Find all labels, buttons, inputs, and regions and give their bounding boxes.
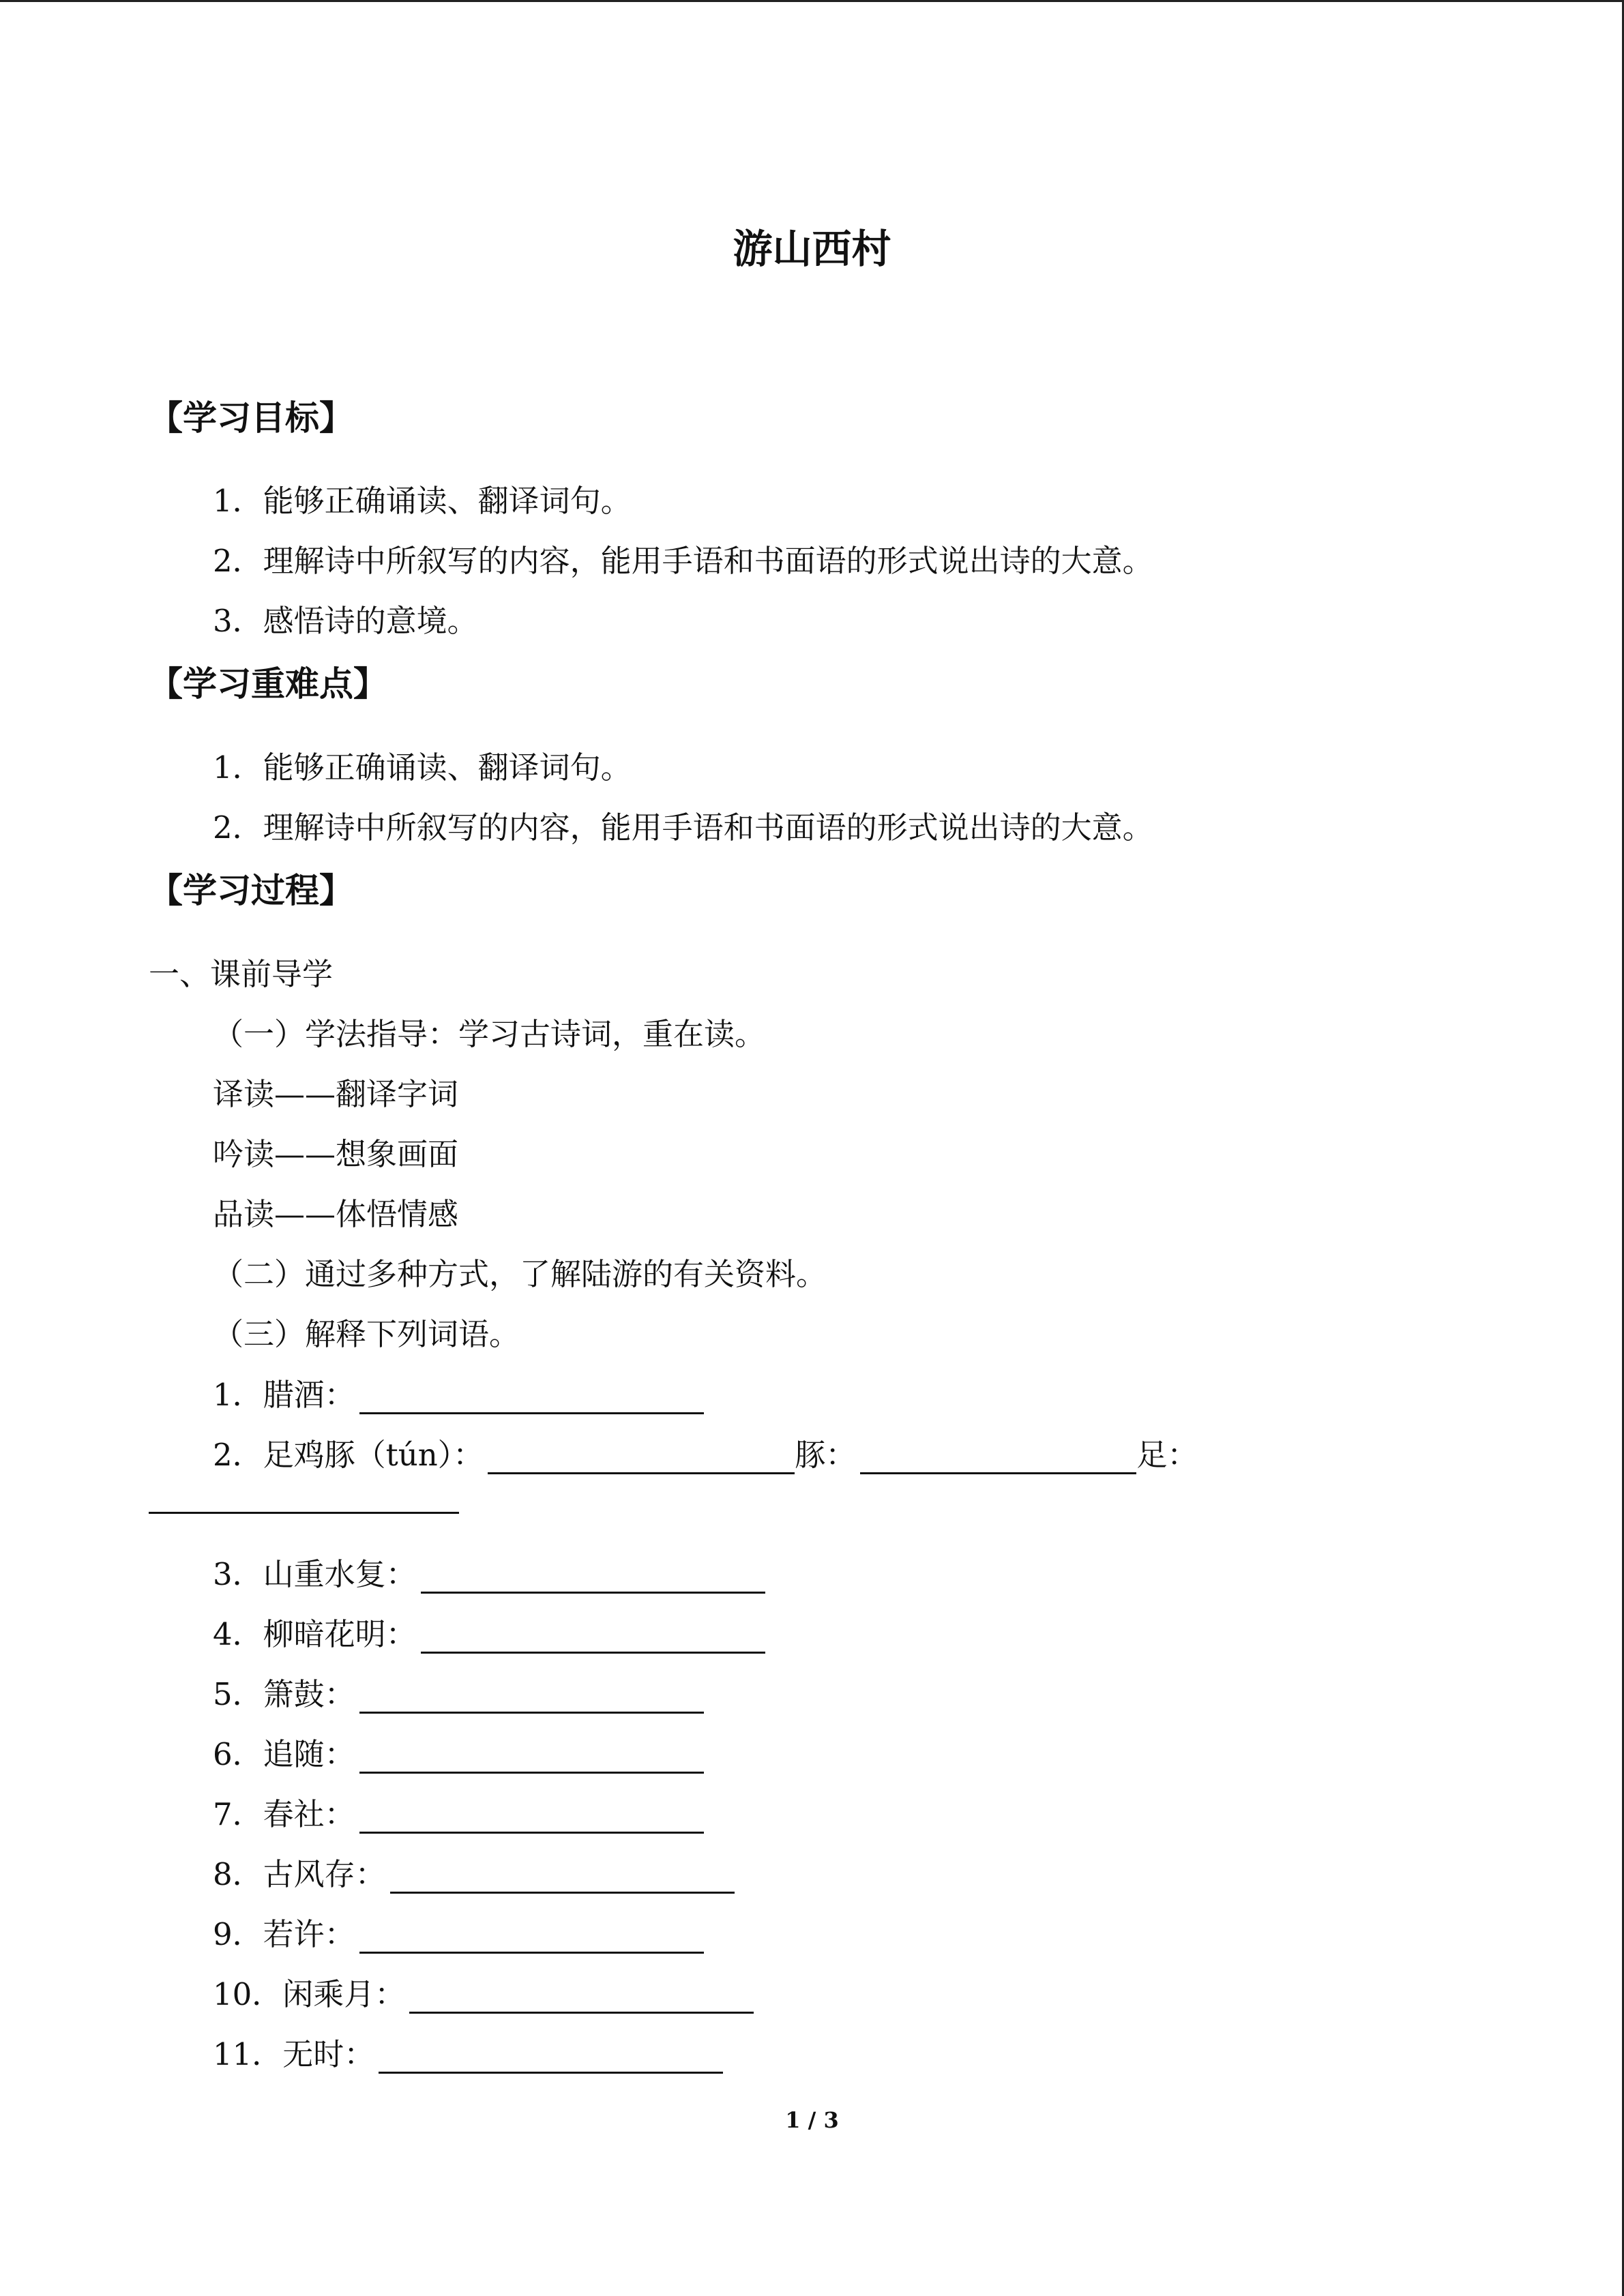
answer-blank[interactable]: [409, 1979, 754, 2014]
answer-blank[interactable]: [421, 1619, 765, 1654]
method-item-1: 译读——翻译字词: [213, 1076, 459, 1112]
vocab-label: 3．山重水复：: [213, 1556, 417, 1592]
vocab-item-11: [213, 2029, 723, 2074]
vocab-item-10: [213, 1969, 754, 2014]
vocab-item-2: [213, 1430, 1198, 1474]
vocab-label: 11．无时：: [213, 2036, 375, 2072]
vocab-label: 1．腊酒：: [213, 1377, 355, 1413]
vocab-item-1: [213, 1370, 704, 1414]
page-number: 1 / 3: [785, 2107, 839, 2133]
answer-blank[interactable]: [359, 1919, 704, 1954]
vocab-sublabel: 足：: [1136, 1437, 1198, 1473]
page-title: 游山西村: [733, 226, 891, 272]
answer-blank[interactable]: [359, 1679, 704, 1714]
vocab-item-4: [213, 1609, 765, 1654]
answer-blank[interactable]: [390, 1859, 735, 1894]
answer-blank[interactable]: [488, 1440, 795, 1474]
task3-text: （三）解释下列词语。: [213, 1316, 520, 1352]
objectives-heading: 【学习目标】: [149, 398, 353, 438]
objective-item-2: 2．理解诗中所叙写的内容，能用手语和书面语的形式说出诗的大意。: [213, 543, 1153, 579]
answer-blank[interactable]: [359, 1739, 704, 1774]
vocab-label: 6．追随：: [213, 1736, 355, 1772]
part1-title: 一、课前导学: [149, 956, 334, 992]
key-point-item-1: 1．能够正确诵读、翻译词句。: [213, 749, 632, 786]
guide-text: （一）学法指导：学习古诗词，重在读。: [213, 1016, 766, 1052]
answer-blank[interactable]: [860, 1440, 1136, 1474]
key-point-item-2: 2．理解诗中所叙写的内容，能用手语和书面语的形式说出诗的大意。: [213, 809, 1153, 846]
answer-blank[interactable]: [421, 1559, 765, 1594]
task2-text: （二）通过多种方式，了解陆游的有关资料。: [213, 1256, 827, 1292]
answer-blank[interactable]: [379, 2039, 723, 2074]
objective-item-1: 1．能够正确诵读、翻译词句。: [213, 483, 632, 519]
vocab-sublabel: 豚：: [795, 1437, 857, 1473]
vocab-label: 8．古风存：: [213, 1856, 386, 1892]
answer-blank[interactable]: [359, 1380, 704, 1414]
vocab-item-6: [213, 1729, 704, 1774]
answer-blank[interactable]: [359, 1799, 704, 1834]
process-heading: 【学习过程】: [149, 870, 353, 910]
vocab-label: 2．足鸡豚（tún）：: [213, 1437, 484, 1473]
answer-blank-continued[interactable]: [149, 1512, 459, 1514]
vocab-item-8: [213, 1849, 735, 1894]
vocab-label: 10．闲乘月：: [213, 1976, 406, 2012]
vocab-label: 7．春社：: [213, 1796, 355, 1832]
vocab-item-3: [213, 1549, 765, 1594]
vocab-item-9: [213, 1909, 704, 1954]
page-top-border: [0, 0, 1624, 2]
vocab-label: 9．若许：: [213, 1916, 355, 1952]
vocab-label: 5．箫鼓：: [213, 1676, 355, 1712]
objective-item-3: 3．感悟诗的意境。: [213, 603, 478, 639]
vocab-label: 4．柳暗花明：: [213, 1616, 417, 1652]
key-points-heading: 【学习重难点】: [149, 664, 387, 704]
vocab-item-7: [213, 1789, 704, 1834]
vocab-item-5: [213, 1669, 704, 1714]
method-item-3: 品读——体悟情感: [213, 1196, 459, 1232]
method-item-2: 吟读——想象画面: [213, 1136, 459, 1172]
